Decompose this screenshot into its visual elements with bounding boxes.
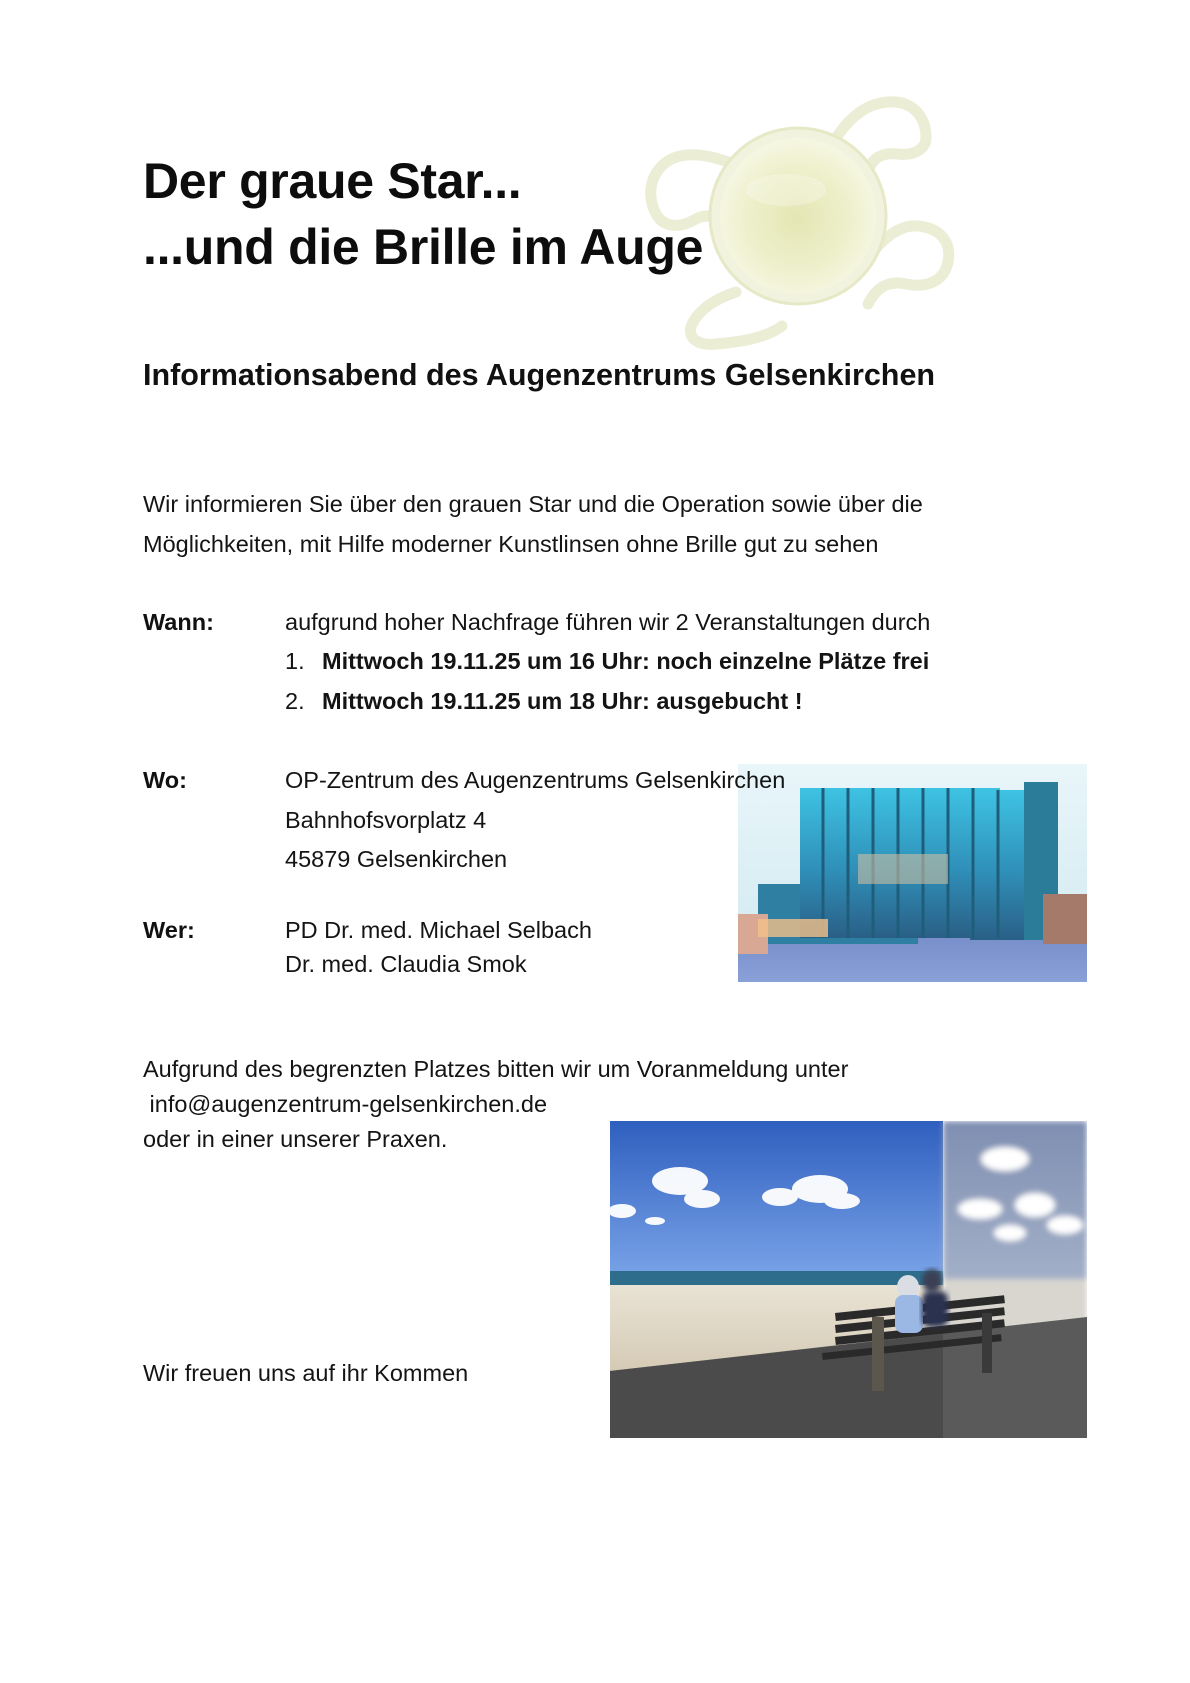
when-label: Wann:: [143, 609, 214, 635]
who-line-1: PD Dr. med. Michael Selbach: [285, 917, 592, 943]
page-title-line-2: ...und die Brille im Auge: [143, 219, 704, 275]
when-text: aufgrund hoher Nachfrage führen wir 2 Veranstaltungen durch: [285, 609, 931, 635]
intro-line-1: Wir informieren Sie über den grauen Star und die Operation sowie über die: [143, 491, 923, 517]
event-2-number: 2.: [285, 688, 305, 714]
where-label: Wo:: [143, 767, 187, 793]
registration-email[interactable]: info@augenzentrum-gelsenkirchen.de: [143, 1091, 548, 1117]
intro-line-2: Möglichkeiten, mit Hilfe moderner Kunstlinsen ohne Brille gut zu sehen: [143, 531, 879, 557]
where-line-2: Bahnhofsvorplatz 4: [285, 807, 487, 833]
where-line-1: OP-Zentrum des Augenzentrums Gelsenkirchen: [285, 767, 786, 793]
closing-text: Wir freuen uns auf ihr Kommen: [143, 1360, 469, 1386]
event-1-number: 1.: [285, 648, 305, 674]
who-line-2: Dr. med. Claudia Smok: [285, 951, 527, 977]
event-1-text: Mittwoch 19.11.25 um 16 Uhr: noch einzelne Plätze frei: [322, 648, 930, 674]
event-2-text: Mittwoch 19.11.25 um 18 Uhr: ausgebucht !: [322, 688, 803, 714]
page-title-line-1: Der graue Star...: [143, 153, 522, 209]
beach-photo: [610, 1121, 1087, 1438]
where-line-3: 45879 Gelsenkirchen: [285, 846, 508, 872]
registration-practices: oder in einer unserer Praxen.: [143, 1126, 448, 1152]
who-label: Wer:: [143, 917, 195, 943]
building-photo: [738, 764, 1087, 982]
registration-text: Aufgrund des begrenzten Platzes bitten wir um Voranmeldung unter: [143, 1056, 849, 1082]
page-subtitle: Informationsabend des Augenzentrums Gelsenkirchen: [143, 358, 936, 392]
